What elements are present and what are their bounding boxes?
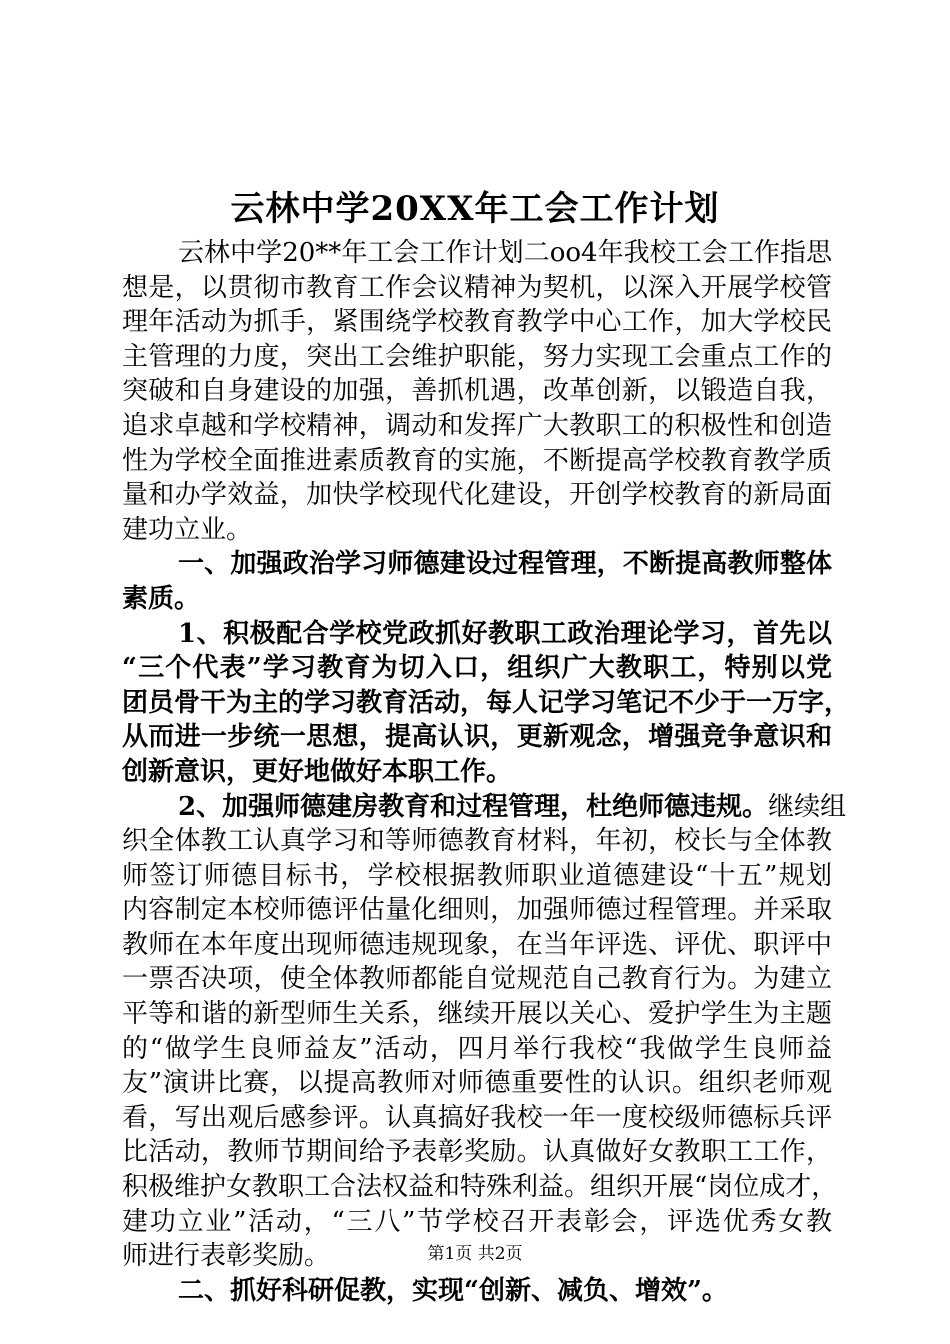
paragraph-line: 建功立业”活动，“三八”节学校召开表彰会，评选优秀女教: [122, 1206, 832, 1237]
paragraph-line: 比活动，教师节期间给予表彰奖励。认真做好女教职工工作，: [122, 1137, 832, 1168]
paragraph-line: 主管理的力度，突出工会维护职能，努力实现工会重点工作的: [122, 341, 832, 372]
paragraph-line: 理年活动为抓手，紧围绕学校教育教学中心工作，加大学校民: [122, 307, 832, 338]
item-line: 从而进一步统一思想，提高认识，更新观念，增强竞争意识和: [122, 722, 832, 753]
paragraph-line: 突破和自身建设的加强，善抓机遇，改革创新，以锻造自我，: [122, 376, 832, 407]
paragraph-line: 量和办学效益，加快学校现代化建设，开创学校教育的新局面: [122, 480, 832, 511]
section-heading-line: 素质。: [122, 583, 201, 614]
paragraph-line: 友”演讲比赛，以提高教师对师德重要性的认识。组织老师观: [122, 1068, 832, 1099]
paragraph-line: 积极维护女教职工合法权益和特殊利益。组织开展“岗位成才，: [122, 1172, 838, 1203]
item-line-mixed: [122, 790, 847, 825]
paragraph-line: 看，写出观后感参评。认真搞好我校一年一度校级师德标兵评: [122, 1102, 832, 1133]
document-body: [122, 236, 851, 1308]
paragraph-line: 一票否决项，使全体教师都能自觉规范自己教育行为。为建立: [122, 964, 832, 995]
paragraph-line: 内容制定本校师德评估量化细则，加强师德过程管理。并采取: [122, 895, 832, 926]
paragraph-line: 性为学校全面推进素质教育的实施，不断提高学校教育教学质: [122, 445, 832, 476]
paragraph-line: 织全体教工认真学习和等师德教育材料，年初，校长与全体教: [122, 826, 832, 857]
item-text: 继续组: [768, 791, 847, 822]
paragraph-line: 平等和谐的新型师生关系，继续开展以关心、爱护学生为主题: [122, 999, 832, 1030]
item-line: 1、积极配合学校党政抓好教职工政治理论学习，首先以: [178, 618, 832, 649]
section-heading-line: 二、抓好科研促教，实现“创新、减负、增效”。: [178, 1275, 728, 1306]
paragraph-line: 教师在本年度出现师德违规现象，在当年评选、评优、职评中: [122, 929, 832, 960]
paragraph-line: 建功立业。: [122, 514, 253, 545]
item-line: 创新意识，更好地做好本职工作。: [122, 756, 513, 787]
paragraph-line: 师签订师德目标书，学校根据教师职业道德建设“十五”规划: [122, 860, 832, 891]
section-heading-line: 一、加强政治学习师德建设过程管理，不断提高教师整体: [178, 549, 832, 580]
paragraph-line: 追求卓越和学校精神，调动和发挥广大教职工的积极性和创造: [122, 410, 832, 441]
item-line: 团员骨干为主的学习教育活动，每人记学习笔记不少于一万字，: [122, 687, 851, 718]
document-title: 云林中学20XX年工会工作计划: [230, 189, 720, 229]
item-heading: 2、加强师德建房教育和过程管理，杜绝师德违规。: [178, 791, 769, 822]
paragraph-line: 的“做学生良师益友”活动，四月举行我校“我做学生良师益: [122, 1033, 832, 1064]
paragraph-line: 想是，以贯彻市教育工作会议精神为契机，以深入开展学校管: [122, 272, 832, 303]
paragraph-line: 云林中学20**年工会工作计划二oo4年我校工会工作指思: [178, 238, 832, 268]
page-footer: 第1页 共2页: [427, 1244, 523, 1264]
paragraph-line: 师进行表彰奖励。: [122, 1241, 331, 1272]
item-line: “三个代表”学习教育为切入口，组织广大教职工，特别以党: [122, 653, 832, 684]
